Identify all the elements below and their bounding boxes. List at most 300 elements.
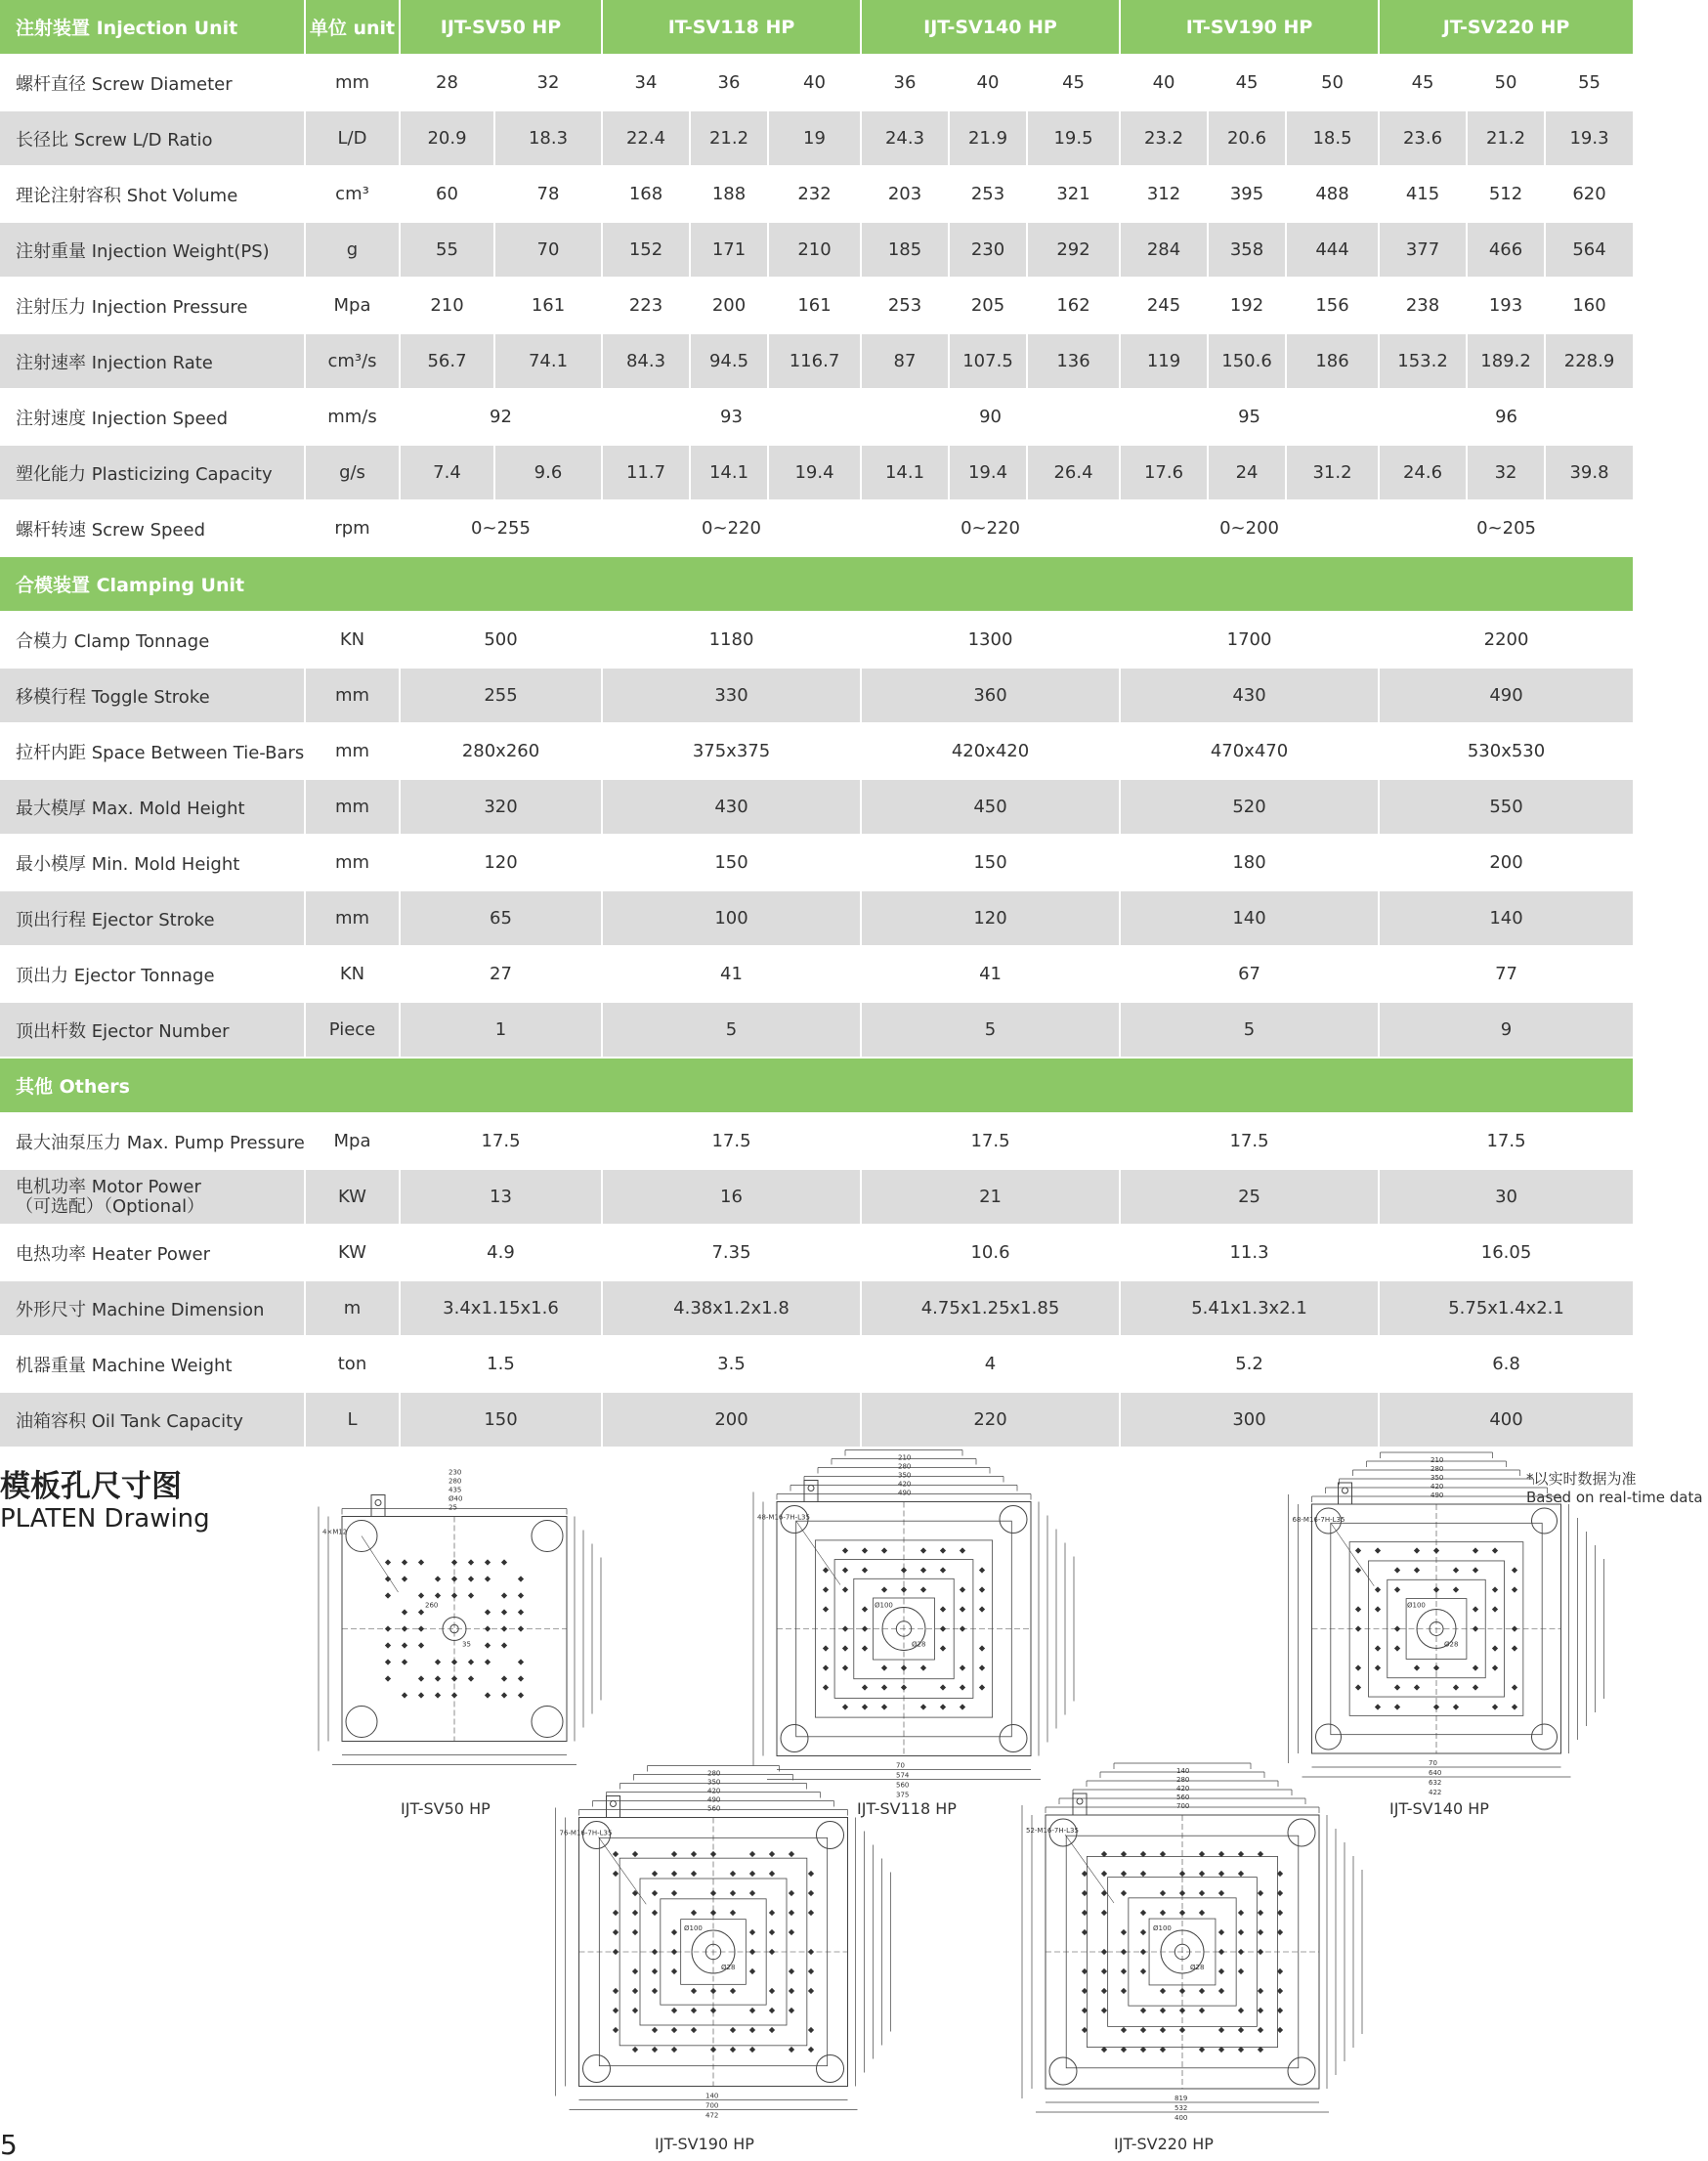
cell-value: 20.9 [400,110,494,166]
dimension-label: 70 [1429,1759,1437,1767]
dimension-label: 140 [1176,1767,1190,1775]
tie-bar-hole [1000,1506,1027,1534]
tie-bar-hole [817,2055,844,2083]
row-label-text: 螺杆直径 Screw Diameter [16,73,233,95]
cell-value: 92 [400,389,602,445]
cell-value: 160 [1545,278,1634,333]
cell-value: 136 [1027,333,1120,389]
row-label [0,668,305,723]
cell-value: 22.4 [602,110,690,166]
cell-value: 60 [400,166,494,222]
row-unit: mm [305,723,400,779]
cell-value: 1.5 [400,1336,602,1392]
row-unit: mm [305,890,400,946]
row-label [0,1280,305,1336]
cell-value: 11.3 [1120,1225,1379,1280]
cell-value: 45 [1379,55,1467,110]
cell-value: 50 [1286,55,1379,110]
row-label [0,1225,305,1280]
cell-value: 40 [1120,55,1208,110]
cell-value: 430 [602,779,861,835]
cell-value: 31.2 [1286,445,1379,500]
platen-drawing-sv118 [718,1453,1089,1803]
row-label-text: 塑化能力 Plasticizing Capacity [16,463,273,485]
note-cn: *以实时数据为准 [1526,1470,1637,1488]
injection-unit-header: 注射装置 Injection Unit [0,0,305,55]
cell-value: 530x530 [1379,723,1634,779]
cell-value: 50 [1467,55,1545,110]
cell-value: 375x375 [602,723,861,779]
dimension-label: 230 [448,1468,462,1477]
table-row [0,333,1634,389]
cell-value: 1 [400,1002,602,1058]
cell-value: 4.38x1.2x1.8 [602,1280,861,1336]
tie-bar-hole [583,2055,611,2083]
dimension-label: Ø100 [1153,1924,1172,1932]
dimension-label: 210 [898,1453,912,1462]
cell-value: 119 [1120,333,1208,389]
cell-value: 10.6 [861,1225,1120,1280]
cell-value: 156 [1286,278,1379,333]
cell-value: 65 [400,890,602,946]
row-unit: ton [305,1336,400,1392]
cell-value: 27 [400,946,602,1002]
cell-value: 3.5 [602,1336,861,1392]
dimension-label: Ø100 [1407,1601,1426,1610]
dimension-label: 422 [1429,1789,1442,1796]
cell-value: 200 [1379,835,1634,890]
cell-value: 5 [861,1002,1120,1058]
dimension-label: 280 [1430,1465,1444,1473]
dimension-label: 819 [1174,2095,1188,2102]
thread-spec-label: 48-M16-7H-L35 [757,1513,810,1522]
drawing-title-en: PLATEN Drawing [0,1504,210,1534]
tie-bar-hole [1532,1508,1558,1534]
cell-value: 232 [768,166,861,222]
row-label [0,110,305,166]
row-unit: KN [305,946,400,1002]
dimension-label: 632 [1429,1779,1442,1787]
row-label-note: （可选配）（Optional） [16,1195,205,1217]
row-unit: g [305,222,400,278]
dimension-label: Ø100 [875,1601,893,1610]
cell-value: 41 [602,946,861,1002]
cell-value: 55 [1545,55,1634,110]
cell-value: 223 [602,278,690,333]
cell-value: 0~205 [1379,500,1634,556]
cell-value: 21.2 [1467,110,1545,166]
row-unit: L/D [305,110,400,166]
dimension-label: 490 [898,1489,912,1497]
dimension-label: 210 [1430,1456,1444,1464]
cell-value: 238 [1379,278,1467,333]
cell-value: 21.2 [690,110,768,166]
tie-bar-hole [1288,1819,1315,1846]
row-unit: KN [305,612,400,668]
tie-bar-hole [346,1707,377,1738]
dimension-label: 260 [425,1601,439,1610]
cell-value: 18.5 [1286,110,1379,166]
row-label-text: 外形尺寸 Machine Dimension [16,1299,265,1320]
table-row [0,222,1634,278]
cell-value: 168 [602,166,690,222]
unit-header: 单位 unit [305,0,400,55]
table-row [0,668,1634,723]
platen-drawing-sv190 [528,1769,899,2139]
cell-value: 284 [1120,222,1208,278]
cell-value: 466 [1467,222,1545,278]
cell-value: 321 [1027,166,1120,222]
table-row [0,723,1634,779]
row-label-text: 电热功率 Heater Power [16,1243,211,1265]
cell-value: 162 [1027,278,1120,333]
row-unit: g/s [305,445,400,500]
row-unit: m [305,1280,400,1336]
cell-value: 14.1 [861,445,949,500]
cell-value: 500 [400,612,602,668]
cell-value: 203 [861,166,949,222]
cell-value: 90 [861,389,1120,445]
note-en: Based on real-time data [1526,1489,1703,1506]
cell-value: 400 [1379,1392,1634,1448]
dimension-label: 25 [448,1503,457,1512]
cell-value: 189.2 [1467,333,1545,389]
dimension-label: Ø40 [448,1494,463,1503]
section-header-row [0,556,1634,612]
cell-value: 300 [1120,1392,1379,1448]
cell-value: 32 [1467,445,1545,500]
cell-value: 280x260 [400,723,602,779]
table-row [0,890,1634,946]
dimension-label: 560 [896,1781,910,1790]
row-label [0,835,305,890]
cell-value: 24.6 [1379,445,1467,500]
cell-value: 140 [1379,890,1634,946]
cell-value: 5 [1120,1002,1379,1058]
cell-value: 220 [861,1392,1120,1448]
cell-value: 150 [400,1392,602,1448]
cell-value: 1180 [602,612,861,668]
row-label [0,389,305,445]
table-row [0,1113,1634,1169]
platen-drawing-sv220 [997,1767,1368,2139]
dimension-label: 35 [462,1640,471,1649]
cell-value: 23.2 [1120,110,1208,166]
cell-value: 26.4 [1027,445,1120,500]
cell-value: 17.5 [861,1113,1120,1169]
cell-value: 120 [861,890,1120,946]
row-unit: mm [305,835,400,890]
cell-value: 450 [861,779,1120,835]
cell-value: 161 [494,278,602,333]
row-unit: L [305,1392,400,1448]
cell-value: 210 [400,278,494,333]
drawing-title-cn: 模板孔尺寸图 [0,1469,182,1504]
thread-spec-label: 68-M16-7H-L35 [1292,1516,1345,1524]
cell-value: 87 [861,333,949,389]
row-label-text: 理论注射容积 Shot Volume [16,185,238,206]
drawing-caption: IJT-SV50 HP [401,1799,491,1818]
cell-value: 186 [1286,333,1379,389]
cell-value: 19.5 [1027,110,1120,166]
cell-value: 9 [1379,1002,1634,1058]
table-row [0,445,1634,500]
row-label [0,222,305,278]
cell-value: 13 [400,1169,602,1225]
platen-drawing-sv140 [1260,1456,1612,1803]
row-unit: Mpa [305,278,400,333]
cell-value: 0~200 [1120,500,1379,556]
row-unit: KW [305,1225,400,1280]
cell-value: 30 [1379,1169,1634,1225]
cell-value: 420x420 [861,723,1120,779]
row-label-text: 电机功率 Motor Power [16,1176,201,1197]
cell-value: 17.6 [1120,445,1208,500]
row-label-text: 拉杆内距 Space Between Tie-Bars [16,742,305,763]
dimension-label: Ø28 [721,1964,736,1971]
row-label-text: 最小模厚 Min. Mold Height [16,853,240,875]
dimension-label: 574 [896,1771,910,1780]
cell-value: 253 [949,166,1027,222]
cell-value: 16.05 [1379,1225,1634,1280]
table-row [0,612,1634,668]
cell-value: 4.75x1.25x1.85 [861,1280,1120,1336]
section-header-row [0,1058,1634,1113]
table-row [0,1392,1634,1448]
cell-value: 5 [602,1002,861,1058]
cell-value: 512 [1467,166,1545,222]
cell-value: 377 [1379,222,1467,278]
cell-value: 23.6 [1379,110,1467,166]
cell-value: 1700 [1120,612,1379,668]
table-row [0,1002,1634,1058]
dimension-label: 280 [448,1477,462,1486]
cell-value: 140 [1120,890,1379,946]
row-unit: Mpa [305,1113,400,1169]
dimension-label: 400 [1174,2114,1188,2122]
dimension-label: 140 [705,2092,719,2100]
row-label [0,55,305,110]
cell-value: 41 [861,946,1120,1002]
cell-value: 78 [494,166,602,222]
row-label-text: 长径比 Screw L/D Ratio [16,129,213,151]
cell-value: 171 [690,222,768,278]
model-header: IT-SV118 HP [602,0,861,55]
row-label-text: 移模行程 Toggle Stroke [16,686,210,708]
row-label-text: 注射压力 Injection Pressure [16,296,248,318]
table-row [0,1169,1634,1225]
platen-outline [342,1517,567,1742]
cell-value: 150.6 [1208,333,1286,389]
table-row [0,1225,1634,1280]
cell-value: 550 [1379,779,1634,835]
cell-value: 77 [1379,946,1634,1002]
cell-value: 18.3 [494,110,602,166]
cell-value: 470x470 [1120,723,1379,779]
cell-value: 24 [1208,445,1286,500]
dimension-label: 420 [1430,1483,1444,1491]
cell-value: 255 [400,668,602,723]
cell-value: 253 [861,278,949,333]
cell-value: 70 [494,222,602,278]
cell-value: 7.35 [602,1225,861,1280]
cell-value: 39.8 [1545,445,1634,500]
dimension-label: Ø100 [684,1924,703,1932]
row-label [0,333,305,389]
cell-value: 67 [1120,946,1379,1002]
row-label [0,946,305,1002]
cell-value: 36 [690,55,768,110]
cell-value: 95 [1120,389,1379,445]
dimension-label: 472 [705,2111,719,2120]
platen-drawing-title [0,1469,210,1534]
cell-value: 150 [861,835,1120,890]
row-unit: mm/s [305,389,400,445]
page-number: 5 [0,2129,18,2161]
thread-spec-label: 4×M12 [322,1528,348,1536]
dimension-label: Ø28 [912,1640,926,1649]
dimension-label: 350 [707,1778,721,1787]
dimension-label: 70 [896,1761,905,1770]
row-label [0,166,305,222]
tie-bar-hole [532,1707,563,1738]
row-unit: KW [305,1169,400,1225]
cell-value: 17.5 [400,1113,602,1169]
row-label-text: 顶出行程 Ejector Stroke [16,909,215,930]
row-label [0,278,305,333]
model-header: IT-SV190 HP [1120,0,1379,55]
cell-value: 5.75x1.4x2.1 [1379,1280,1634,1336]
cell-value: 444 [1286,222,1379,278]
row-unit: cm³ [305,166,400,222]
table-row [0,55,1634,110]
thread-spec-label: 52-M16-7H-L35 [1026,1827,1079,1835]
cell-value: 161 [768,278,861,333]
cell-value: 488 [1286,166,1379,222]
table-row [0,278,1634,333]
cell-value: 45 [1027,55,1120,110]
drawing-caption: IJT-SV118 HP [857,1799,957,1818]
row-label-text: 顶出杆数 Ejector Number [16,1020,230,1042]
cell-value: 153.2 [1379,333,1467,389]
row-label-text: 注射重量 Injection Weight(PS) [16,240,270,262]
dimension-label: 700 [705,2101,719,2110]
cell-value: 185 [861,222,949,278]
cell-value: 11.7 [602,445,690,500]
row-label [0,890,305,946]
cell-value: 620 [1545,166,1634,222]
cell-value: 5.41x1.3x2.1 [1120,1280,1379,1336]
section-title: 其他 Others [0,1058,1634,1113]
cell-value: 94.5 [690,333,768,389]
cell-value: 84.3 [602,333,690,389]
drawing-caption: IJT-SV220 HP [1114,2135,1214,2153]
cell-value: 0~255 [400,500,602,556]
cell-value: 2200 [1379,612,1634,668]
tie-bar-hole [817,1822,844,1849]
cell-value: 25 [1120,1169,1379,1225]
cell-value: 16 [602,1169,861,1225]
tie-bar-hole [1000,1725,1027,1752]
platen-drawing-sv50 [293,1466,616,1803]
cell-value: 188 [690,166,768,222]
cell-value: 45 [1208,55,1286,110]
table-header-row [0,0,1634,55]
row-label [0,1392,305,1448]
cell-value: 6.8 [1379,1336,1634,1392]
cell-value: 20.6 [1208,110,1286,166]
dimension-label: 420 [898,1480,912,1489]
table-row [0,389,1634,445]
cell-value: 180 [1120,835,1379,890]
table-row [0,500,1634,556]
dimension-label: 280 [898,1462,912,1471]
cell-value: 0~220 [861,500,1120,556]
center-hole [443,1618,466,1641]
dimension-label: 280 [1176,1776,1190,1784]
tie-bar-hole [1049,2057,1077,2085]
cell-value: 200 [602,1392,861,1448]
row-label-text: 机器重量 Machine Weight [16,1355,233,1376]
dimension-label: 375 [896,1791,910,1799]
dimension-label: 640 [1429,1769,1442,1777]
cell-value: 120 [400,835,602,890]
cell-value: 55 [400,222,494,278]
cell-value: 19 [768,110,861,166]
dimension-label: 700 [1176,1802,1190,1810]
dimension-label: 280 [707,1769,721,1778]
cell-value: 3.4x1.15x1.6 [400,1280,602,1336]
row-label-text: 合模力 Clamp Tonnage [16,630,210,652]
dimension-label: 560 [707,1804,721,1813]
cell-value: 230 [949,222,1027,278]
cell-value: 34 [602,55,690,110]
cell-value: 24.3 [861,110,949,166]
cell-value: 17.5 [602,1113,861,1169]
tie-bar-hole [1532,1724,1558,1750]
cell-value: 93 [602,389,861,445]
row-label-text: 油箱容积 Oil Tank Capacity [16,1410,243,1432]
dimension-label: 350 [1430,1474,1444,1482]
row-label-text: 最大模厚 Max. Mold Height [16,798,245,819]
dimension-label: 420 [707,1787,721,1795]
cell-value: 7.4 [400,445,494,500]
cell-value: 0~220 [602,500,861,556]
cell-value: 40 [949,55,1027,110]
row-unit: mm [305,779,400,835]
row-unit: mm [305,668,400,723]
cell-value: 116.7 [768,333,861,389]
dimension-label: Ø28 [1444,1640,1459,1649]
section-title: 合模装置 Clamping Unit [0,556,1634,612]
model-header: IJT-SV50 HP [400,0,602,55]
dimension-label: 435 [448,1486,462,1494]
cell-value: 210 [768,222,861,278]
model-header: IJT-SV140 HP [861,0,1120,55]
cell-value: 490 [1379,668,1634,723]
row-label [0,445,305,500]
table-row [0,1280,1634,1336]
cell-value: 4.9 [400,1225,602,1280]
row-label [0,1336,305,1392]
tie-bar-hole [1288,2057,1315,2085]
row-unit: cm³/s [305,333,400,389]
cell-value: 5.2 [1120,1336,1379,1392]
tie-bar-hole [781,1725,808,1752]
cell-value: 9.6 [494,445,602,500]
cell-value: 56.7 [400,333,494,389]
cell-value: 205 [949,278,1027,333]
